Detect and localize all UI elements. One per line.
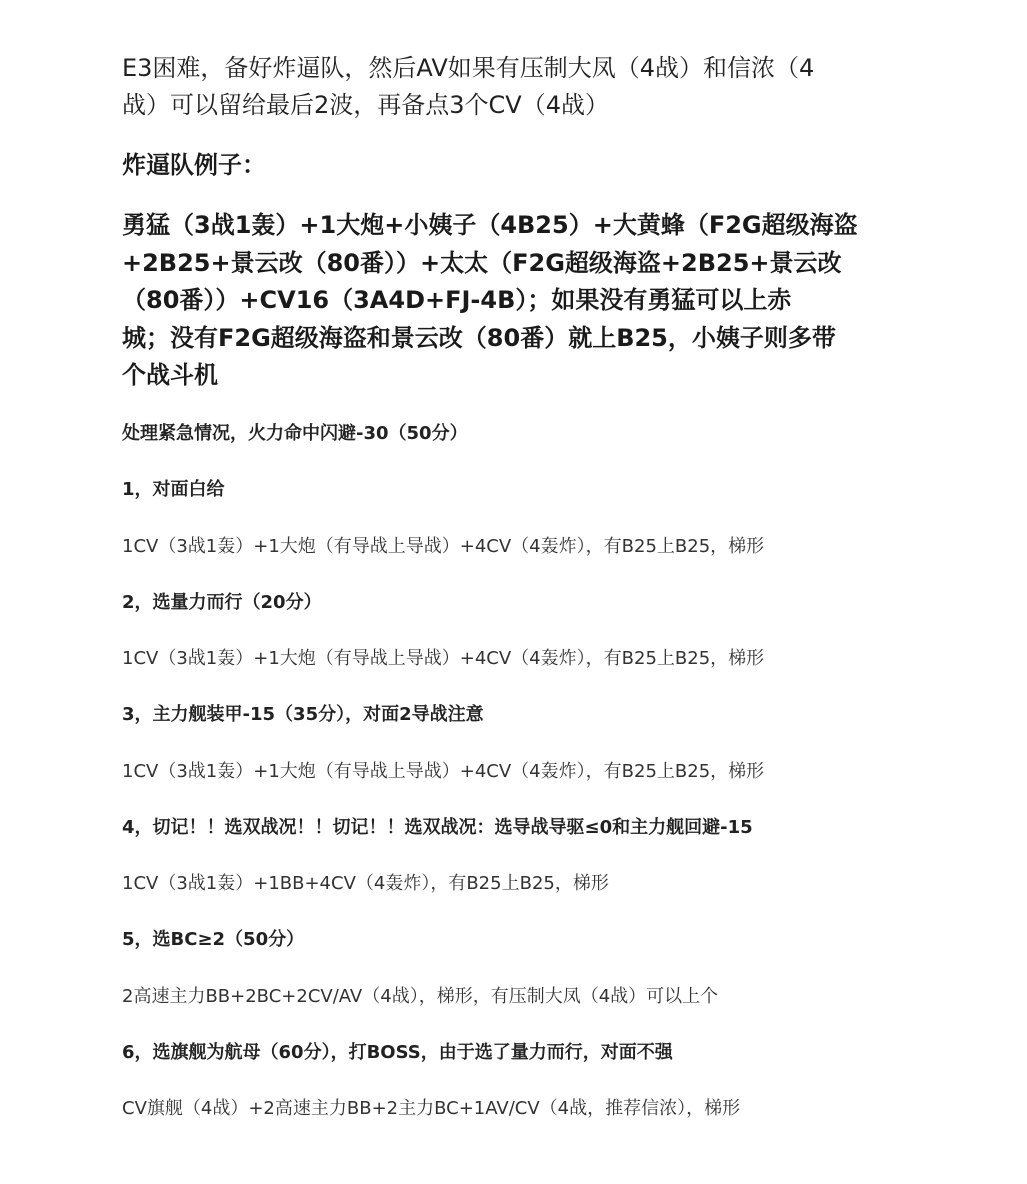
intro-line-1: E3困难，备好炸逼队，然后AV如果有压制大凤（4战）和信浓（4: [122, 54, 815, 82]
intro-line-2: 战）可以留给最后2波，再备点3个CV（4战）: [122, 91, 609, 119]
section-1-title: 1，对面白给: [122, 479, 225, 500]
bomb-team-line-5: 个战斗机: [122, 361, 218, 389]
section-6-body: CV旗舰（4战）+2高速主力BB+2主力BC+1AV/CV（4战，推荐信浓），梯形: [122, 1098, 741, 1119]
section-4-body: 1CV（3战1轰）+1BB+4CV（4轰炸），有B25上B25，梯形: [122, 873, 609, 894]
bomb-team-line-2: +2B25+景云改（80番））+太太（F2G超级海盗+2B25+景云改: [122, 249, 842, 277]
section-2-title: 2，选量力而行（20分）: [122, 592, 322, 613]
bomb-team-heading: 炸逼队例子：: [122, 151, 266, 179]
bomb-team-line-3: （80番））+CV16（3A4D+FJ-4B）；如果没有勇猛可以上赤: [122, 286, 792, 314]
section-6-title: 6，选旗舰为航母（60分），打BOSS，由于选了量力而行，对面不强: [122, 1042, 673, 1063]
section-1-body: 1CV（3战1轰）+1大炮（有导战上导战）+4CV（4轰炸），有B25上B25，梯形: [122, 536, 765, 557]
section-5-title: 5，选BC≥2（50分）: [122, 929, 305, 950]
section-3-title: 3，主力舰装甲-15（35分），对面2导战注意: [122, 704, 484, 725]
bomb-team-line-1: 勇猛（3战1轰）+1大炮+小姨子（4B25）+大黄蜂（F2G超级海盗: [122, 211, 858, 239]
section-4-title: 4，切记！！选双战况！！切记！！选双战况：选导战导驱≤0和主力舰回避-15: [122, 817, 753, 838]
section-3-body: 1CV（3战1轰）+1大炮（有导战上导战）+4CV（4轰炸），有B25上B25，梯形: [122, 761, 765, 782]
bomb-team-line-4: 城；没有F2G超级海盗和景云改（80番）就上B25，小姨子则多带: [122, 324, 836, 352]
section-5-body: 2高速主力BB+2BC+2CV/AV（4战），梯形，有压制大凤（4战）可以上个: [122, 986, 719, 1007]
emergency-heading: 处理紧急情况，火力命中闪避-30（50分）: [122, 423, 468, 444]
section-2-body: 1CV（3战1轰）+1大炮（有导战上导战）+4CV（4轰炸），有B25上B25，梯形: [122, 648, 765, 669]
